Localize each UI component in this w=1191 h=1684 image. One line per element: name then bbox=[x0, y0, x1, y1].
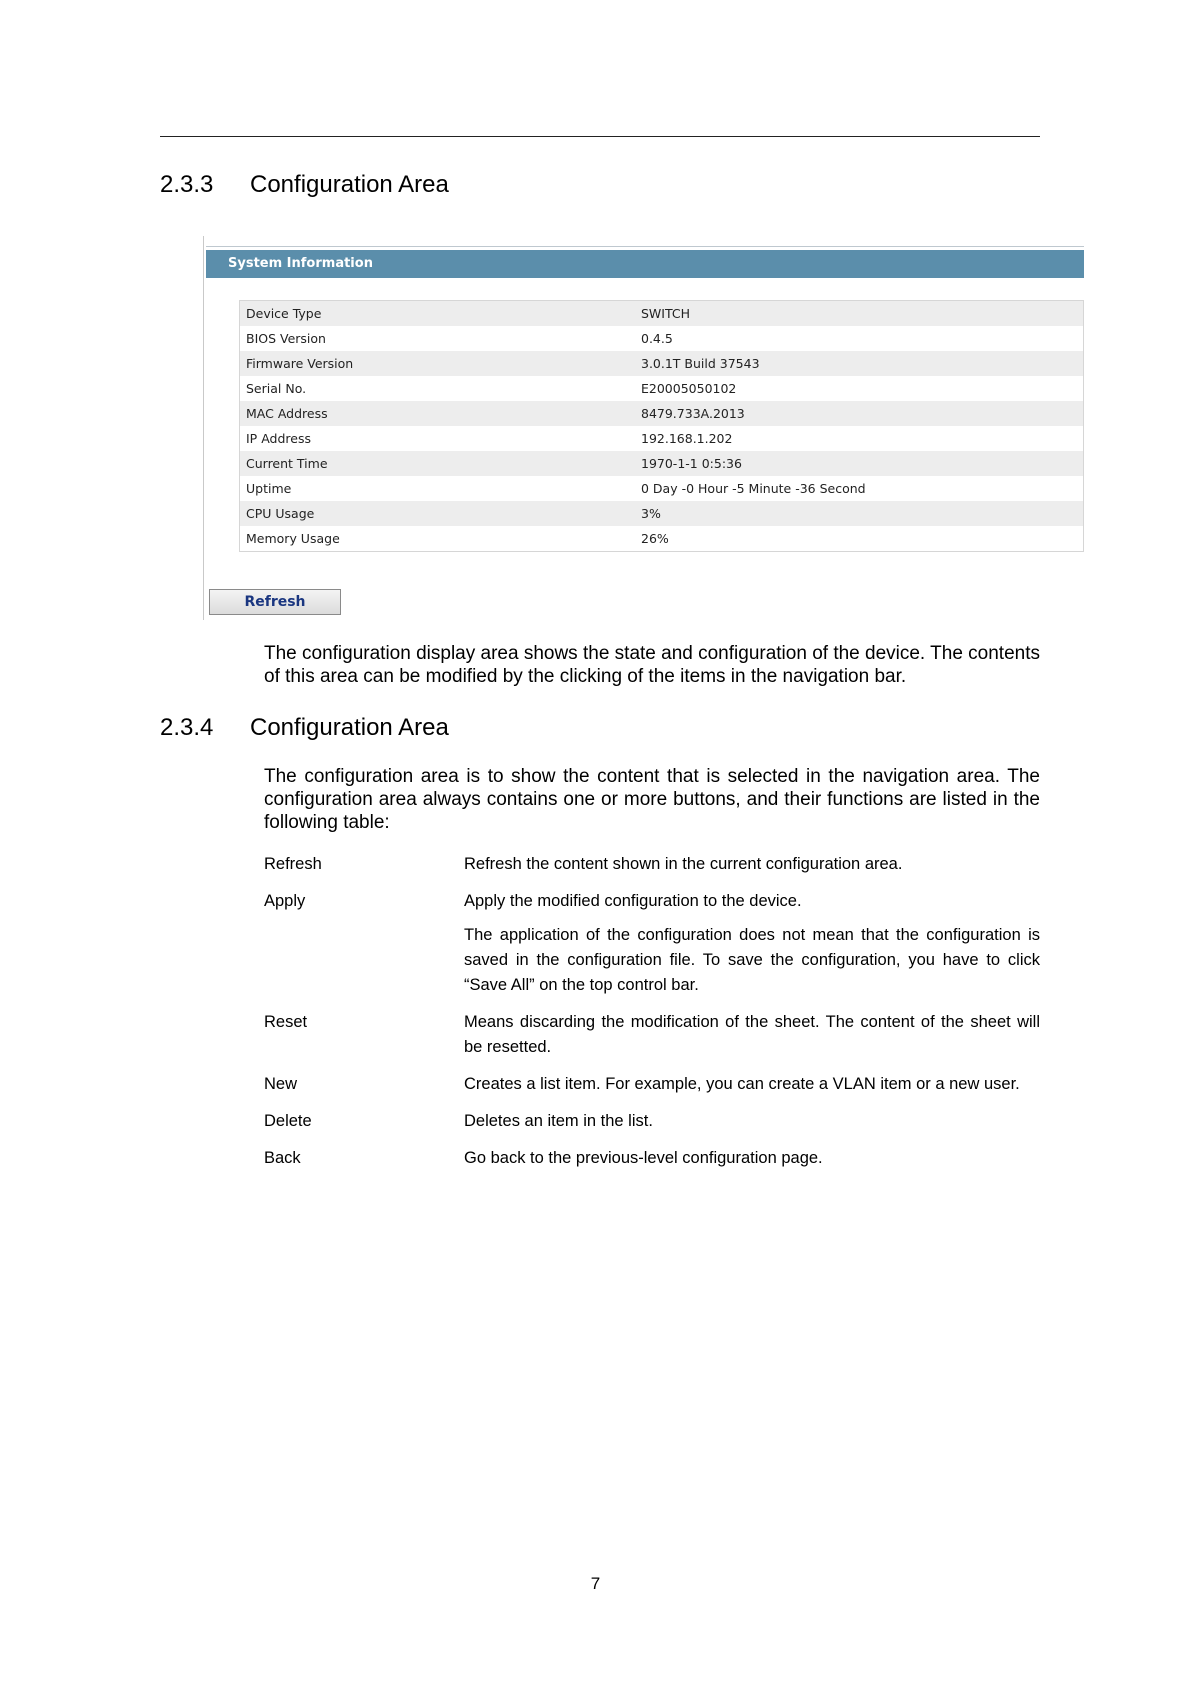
info-value: E20005050102 bbox=[635, 376, 1084, 401]
info-value: 0.4.5 bbox=[635, 326, 1084, 351]
info-label: Firmware Version bbox=[240, 351, 636, 376]
button-term: Apply bbox=[264, 892, 306, 910]
info-label: Uptime bbox=[240, 476, 636, 501]
info-label: MAC Address bbox=[240, 401, 636, 426]
info-row bbox=[240, 476, 1084, 501]
button-table-row bbox=[264, 1072, 1040, 1109]
section-title: Configuration Area bbox=[250, 714, 449, 741]
description-text: Refresh the content shown in the current configuration area. bbox=[464, 855, 903, 873]
info-value: 0 Day -0 Hour -5 Minute -36 Second bbox=[635, 476, 1084, 501]
section-heading-2-3-4 bbox=[160, 713, 449, 743]
info-row bbox=[240, 426, 1084, 451]
button-description bbox=[464, 1010, 1040, 1072]
refresh-button[interactable]: Refresh bbox=[209, 589, 341, 615]
button-description bbox=[464, 889, 1040, 1010]
system-information-screenshot bbox=[203, 236, 1084, 620]
section-number: 2.3.4 bbox=[160, 714, 214, 741]
button-table-row bbox=[264, 1146, 1040, 1183]
description-text: Apply the modified configuration to the device. bbox=[464, 892, 802, 910]
button-table-row bbox=[264, 1109, 1040, 1146]
button-term: Refresh bbox=[264, 855, 322, 873]
info-row bbox=[240, 301, 1084, 327]
button-table-row bbox=[264, 852, 1040, 889]
button-term: New bbox=[264, 1075, 298, 1093]
button-term: Delete bbox=[264, 1112, 312, 1130]
description-text: Deletes an item in the list. bbox=[464, 1112, 653, 1130]
config-display-paragraph: The configuration display area shows the state and configuration of the device. The contents of this area can be modified by the clicking of the items in the navigation bar. bbox=[264, 643, 1040, 687]
info-label: Device Type bbox=[240, 301, 636, 327]
button-term: Back bbox=[264, 1149, 301, 1167]
info-label: Memory Usage bbox=[240, 526, 636, 552]
button-description bbox=[464, 852, 1040, 889]
panel-top-border bbox=[206, 246, 1084, 247]
info-label: BIOS Version bbox=[240, 326, 636, 351]
system-information-header: System Information bbox=[206, 250, 1084, 278]
info-label: CPU Usage bbox=[240, 501, 636, 526]
info-row bbox=[240, 526, 1084, 552]
page-number: 7 bbox=[590, 1574, 601, 1593]
section-heading-2-3-3 bbox=[160, 170, 449, 200]
section-number: 2.3.3 bbox=[160, 171, 214, 198]
info-value: 1970-1-1 0:5:36 bbox=[635, 451, 1084, 476]
info-row bbox=[240, 501, 1084, 526]
info-label: Serial No. bbox=[240, 376, 636, 401]
info-value: 8479.733A.2013 bbox=[635, 401, 1084, 426]
description-text: The application of the configuration does not mean that the configuration is saved in the configuration file. To save the configuration, you have to click “Save All” on the top control bar. bbox=[464, 926, 1040, 994]
info-row bbox=[240, 451, 1084, 476]
info-value: 3.0.1T Build 37543 bbox=[635, 351, 1084, 376]
config-area-paragraph: The configuration area is to show the content that is selected in the navigation area. The configuration area always contains one or more buttons, and their functions are listed in the following table: bbox=[264, 766, 1040, 833]
info-value: SWITCH bbox=[635, 301, 1084, 327]
info-row bbox=[240, 376, 1084, 401]
button-description bbox=[464, 1072, 1040, 1109]
info-value: 192.168.1.202 bbox=[635, 426, 1084, 451]
section-title: Configuration Area bbox=[250, 171, 449, 198]
header-rule bbox=[160, 136, 1040, 137]
info-row bbox=[240, 401, 1084, 426]
info-row bbox=[240, 326, 1084, 351]
info-value: 26% bbox=[635, 526, 1084, 552]
button-description bbox=[464, 1146, 1040, 1183]
info-label: Current Time bbox=[240, 451, 636, 476]
info-row bbox=[240, 351, 1084, 376]
buttons-function-table bbox=[264, 852, 1040, 1183]
system-information-table bbox=[239, 300, 1084, 552]
info-value: 3% bbox=[635, 501, 1084, 526]
button-description bbox=[464, 1109, 1040, 1146]
description-text: Go back to the previous-level configuration page. bbox=[464, 1149, 823, 1167]
description-text: Means discarding the modification of the sheet. The content of the sheet will be resetted. bbox=[464, 1013, 1040, 1056]
button-table-row bbox=[264, 889, 1040, 1010]
info-label: IP Address bbox=[240, 426, 636, 451]
button-table-row bbox=[264, 1010, 1040, 1072]
button-term: Reset bbox=[264, 1013, 308, 1031]
description-text: Creates a list item. For example, you can create a VLAN item or a new user. bbox=[464, 1075, 1020, 1093]
